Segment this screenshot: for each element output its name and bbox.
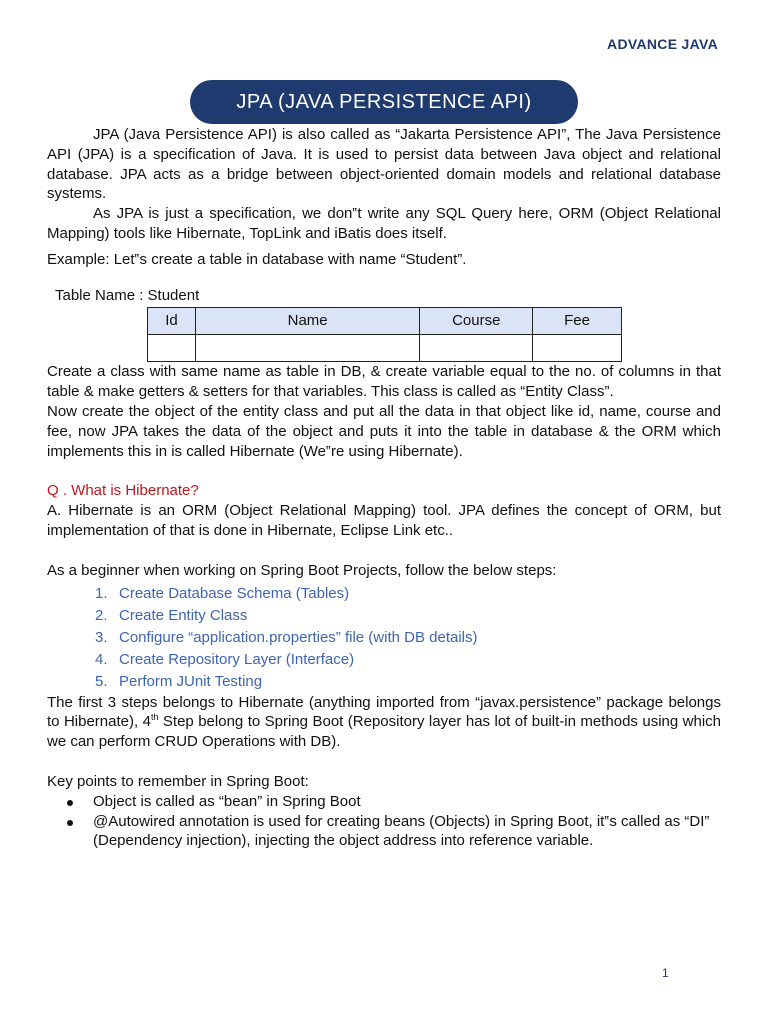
bullet-icon bbox=[67, 800, 73, 806]
list-item bbox=[95, 671, 721, 693]
steps-summary-part1: The first 3 steps belongs to Hibernate (anything imported from “javax.persistence” package belongs to Hibernate), 4 bbox=[47, 693, 721, 731]
table-header-cell: Course bbox=[420, 308, 533, 335]
table-header-cell: Id bbox=[148, 308, 196, 335]
student-table bbox=[147, 307, 622, 362]
list-item bbox=[93, 792, 721, 812]
page-title: JPA (JAVA PERSISTENCE API) bbox=[190, 80, 578, 124]
table-cell bbox=[148, 335, 196, 362]
list-item-number: 1. bbox=[95, 584, 108, 602]
running-header: ADVANCE JAVA bbox=[607, 36, 718, 52]
intro-paragraph-2: As JPA is just a specification, we don‟t write any SQL Query here, ORM (Object Relational Mapping) tools like Hibernate, TopLink and iBatis does itself. bbox=[47, 205, 721, 242]
list-item-text: Object is called as “bean” in Spring Boot bbox=[93, 792, 361, 810]
list-item-text: Configure “application.properties” file (with DB details) bbox=[119, 628, 478, 646]
list-item-text: @Autowired annotation is used for creating beans (Objects) in Spring Boot, it‟s called as “DI” (Dependency injection), injecting the object address into reference variable. bbox=[93, 812, 710, 850]
intro-paragraph-1: JPA (Java Persistence API) is also called as “Jakarta Persistence API”, The Java Persistence API (JPA) is a specification of Java. It is used to persist data between Java object and relational database. JPA acts as a bridge between object-oriented domain models and relational database systems. bbox=[47, 126, 721, 203]
ordinal-suffix: th bbox=[150, 712, 159, 723]
question-heading: Q . What is Hibernate? bbox=[47, 482, 199, 500]
table-row bbox=[148, 335, 622, 362]
key-points-list bbox=[47, 792, 721, 851]
steps-summary bbox=[47, 693, 721, 752]
list-item-number: 4. bbox=[95, 650, 108, 668]
steps-list bbox=[47, 583, 721, 693]
list-item bbox=[95, 627, 721, 649]
steps-summary-part2: Step belong to Spring Boot (Repository layer has lot of built-in methods using which we can perform CRUD Operations with DB). bbox=[47, 713, 722, 751]
list-item-number: 5. bbox=[95, 672, 108, 690]
table-header-row bbox=[148, 308, 622, 335]
list-item bbox=[95, 605, 721, 627]
table-cell bbox=[420, 335, 533, 362]
list-item bbox=[95, 649, 721, 671]
list-item-text: Create Entity Class bbox=[119, 606, 248, 624]
table-label: Table Name : Student bbox=[55, 286, 200, 304]
table-cell bbox=[195, 335, 419, 362]
list-item-number: 2. bbox=[95, 606, 108, 624]
entity-paragraph-2: Now create the object of the entity class and put all the data in that object like id, name, course and fee, now JPA takes the data of the object and puts it into the table in database & the ORM which implements this in is called Hibernate (We‟re using Hibernate). bbox=[47, 402, 721, 460]
bullet-icon bbox=[67, 820, 73, 826]
page-number: 1 bbox=[662, 966, 669, 980]
steps-intro: As a beginner when working on Spring Boot Projects, follow the below steps: bbox=[47, 561, 557, 579]
document-body bbox=[47, 125, 721, 851]
example-line: Example: Let‟s create a table in database with name “Student”. bbox=[47, 250, 467, 268]
entity-paragraph-1: Create a class with same name as table in DB, & create variable equal to the no. of columns in that table & make getters & setters for that variables. This class is called as “Entity Class”. bbox=[47, 363, 721, 401]
list-item bbox=[93, 812, 721, 852]
table-header-cell: Fee bbox=[533, 308, 622, 335]
list-item bbox=[95, 583, 721, 605]
list-item-text: Create Repository Layer (Interface) bbox=[119, 650, 355, 668]
list-item-text: Create Database Schema (Tables) bbox=[119, 584, 350, 602]
list-item-text: Perform JUnit Testing bbox=[119, 672, 263, 690]
table-header-cell: Name bbox=[195, 308, 419, 335]
table-cell bbox=[533, 335, 622, 362]
list-item-number: 3. bbox=[95, 628, 108, 646]
key-points-intro: Key points to remember in Spring Boot: bbox=[47, 772, 309, 790]
answer-paragraph: A. Hibernate is an ORM (Object Relational Mapping) tool. JPA defines the concept of ORM, but implementation of that is done in Hibernate, Eclipse Link etc.. bbox=[47, 502, 721, 539]
